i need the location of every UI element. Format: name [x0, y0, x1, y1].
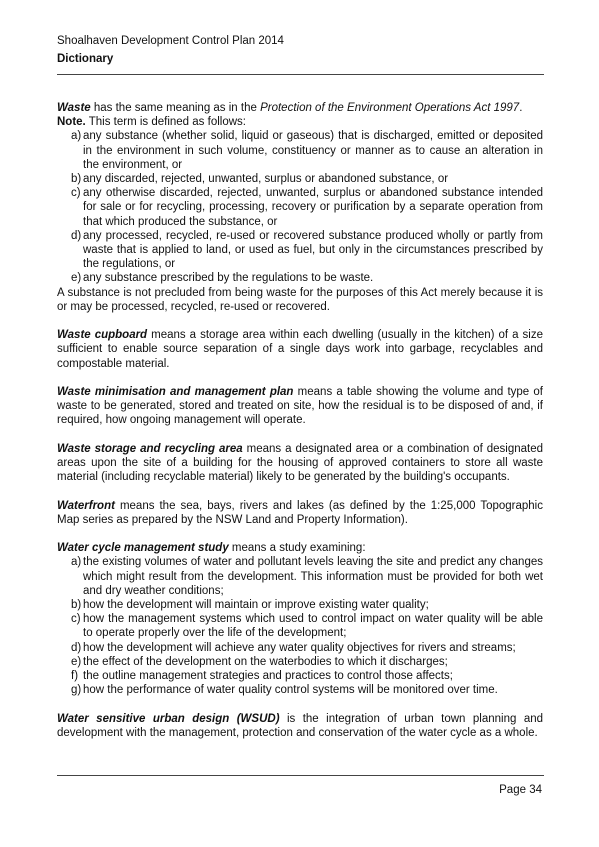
list-item: c) any otherwise discarded, rejected, unwanted, surplus or abandoned substance intended for sale or for recycling, processing, recovery or purification by a separate operation from that which produced the substance, or	[71, 187, 543, 228]
act-reference: Protection of the Environment Operations Act 1997	[260, 102, 520, 114]
definition-waste-plan: Waste minimisation and management plan means a table showing the volume and type of waste to be generated, stored and treated on site, how the residual is to be disposed of and, if required, how ongoing management will operate.	[57, 386, 543, 427]
dictionary-content	[57, 101, 543, 740]
definition-waterfront: Waterfront means the sea, bays, rivers and lakes (as defined by the 1:25,000 Topographic Map series as prepared by the NSW Land and Property Information).	[57, 499, 543, 526]
water-cycle-item-list	[57, 555, 543, 697]
section-title: Dictionary	[57, 53, 114, 65]
definition-wsud: Water sensitive urban design (WSUD) is the integration of urban town planning and development with the management, protection and conservation of the water cycle as a whole.	[57, 712, 544, 739]
list-item: c) how the management systems which used to control impact on water quality will be able to operate properly over the life of the development;	[71, 613, 543, 640]
list-item: b) how the development will maintain or improve existing water quality;	[71, 599, 429, 612]
page-number: Page 34	[499, 784, 542, 796]
definition-waste-storage: Waste storage and recycling area means a designated area or a combination of designated areas upon the site of a building for the housing of approved containers to store all waste material (including recyclable material) likely to be generated by the building's occupants.	[57, 442, 543, 484]
page-header	[57, 34, 543, 67]
list-item: e) any substance prescribed by the regulations to be waste.	[71, 272, 374, 285]
definition-water-cycle-study: Water cycle management study means a study examining:	[57, 542, 366, 555]
header-divider	[57, 74, 544, 75]
footer-divider	[57, 775, 544, 776]
waste-item-list	[57, 129, 543, 285]
note-label: Note.	[57, 116, 86, 129]
waste-note: Note. This term is defined as follows:	[57, 116, 246, 129]
list-item: g) how the performance of water quality control systems will be monitored over time.	[71, 684, 498, 697]
list-item: d) how the development will achieve any water quality objectives for rivers and streams;	[71, 641, 516, 654]
waste-closing-text: A substance is not precluded from being waste for the purposes of this Act merely because it is or may be processed, recycled, re-used or recovered.	[57, 286, 543, 313]
definition-waste: Waste has the same meaning as in the Protection of the Environment Operations Act 1997.	[57, 102, 523, 114]
list-item: f) the outline management strategies and practices to control those affects;	[71, 670, 453, 683]
list-item: b) any discarded, rejected, unwanted, surplus or abandoned substance, or	[71, 173, 449, 186]
list-item: a) the existing volumes of water and pollutant levels leaving the site and predict any changes which might result from the development. This information must be provided for both wet and dry weather conditions;	[71, 556, 543, 597]
list-item: e) the effect of the development on the waterbodies to which it discharges;	[71, 655, 448, 668]
list-item: a) any substance (whether solid, liquid or gaseous) that is discharged, emitted or deposited in the environment in such volume, constituency or manner as to cause an alteration in the environment, or	[71, 130, 543, 171]
term-waste: Waste	[57, 102, 91, 114]
list-item: d) any processed, recycled, re-used or recovered substance produced wholly or partly from waste that is applied to land, or used as fuel, but only in the circumstances prescribed by the regulations, or	[71, 229, 543, 271]
definition-waste-cupboard: Waste cupboard means a storage area within each dwelling (usually in the kitchen) of a size sufficient to enable source separation of a single days work into garbage, recyclables and compostable material.	[57, 329, 543, 370]
document-title: Shoalhaven Development Control Plan 2014	[57, 35, 284, 47]
